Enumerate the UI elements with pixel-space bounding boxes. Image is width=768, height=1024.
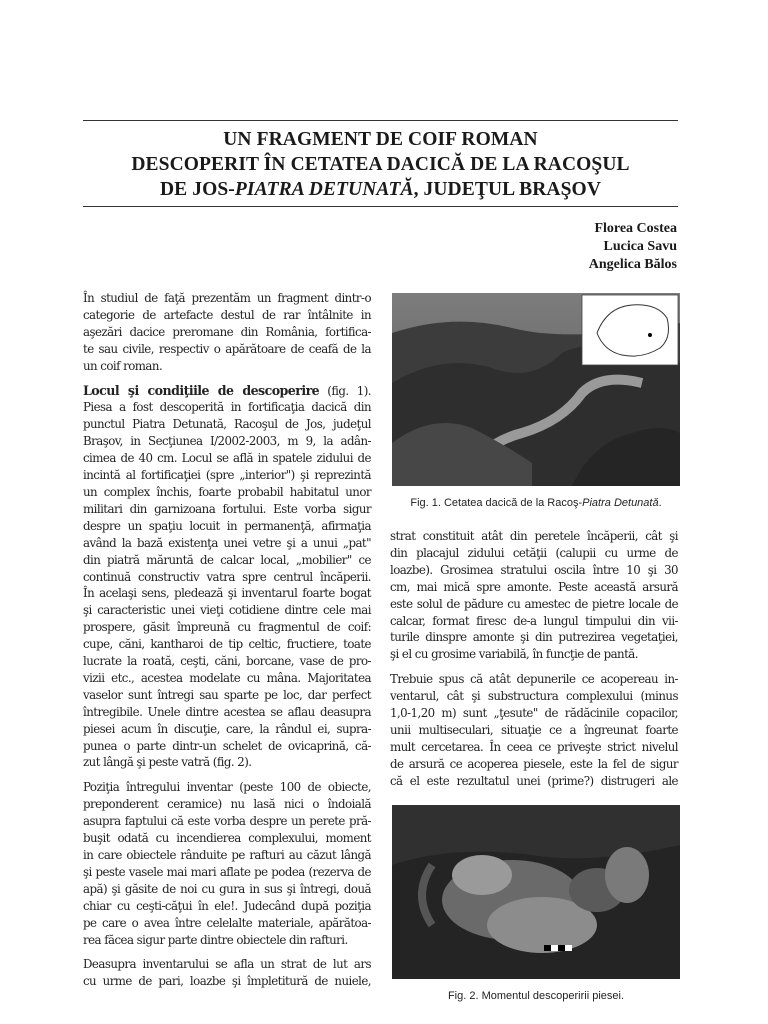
left-p2-line: prospere, găsit împreună cu fragmentul de coif: xyxy=(83,620,371,635)
right-p2-line: ventarul, cât şi substructura complexului (minus xyxy=(390,689,678,704)
title-bottom-rule xyxy=(83,206,678,207)
authors xyxy=(589,220,677,274)
left-p3-line: chiar cu ceşti-căţui în ele!. Judecând după poziţia xyxy=(83,898,371,913)
right-p1 xyxy=(390,528,678,663)
section-heading-line xyxy=(83,383,371,400)
fig1-caption-italic: Piatra Detunată xyxy=(582,497,659,509)
title-line-2: DESCOPERIT ÎN CETATEA DACICĂ DE LA RACOŞUL xyxy=(131,154,630,175)
fig1-caption-text: Fig. 1. Cetatea dacică de la Racoş- xyxy=(410,497,583,509)
title-line-3 xyxy=(83,177,678,202)
right-p1-line: strat constituit atât din peretele încăperii, cât şi xyxy=(390,529,678,543)
author-2: Lucica Savu xyxy=(603,239,677,254)
left-p2-line: Braşov, in Secţiunea I/2002-2003, m 9, la adân- xyxy=(83,434,371,449)
left-p2-line: cimea de 40 cm. Locul se află in spatele zidului de xyxy=(83,451,371,466)
section-heading: Locul şi condiţiile de descoperire xyxy=(83,382,320,398)
figure-1-caption xyxy=(392,497,680,509)
left-p2-line: din piatră măruntă de calcar local, „mobilier" ce xyxy=(83,552,371,567)
right-p1-line: cm, mai mică spre amonte. Peste această arsură xyxy=(390,579,678,594)
left-p2-line: incintă al fortificaţiei (spre „interior") şi reprezintă xyxy=(83,468,371,483)
left-p2-line: un complex închis, foarte probabil habitatul unor xyxy=(83,484,371,499)
left-p1-line: un coif roman. xyxy=(83,358,163,373)
fig1-caption-end: . xyxy=(658,497,662,509)
right-column xyxy=(390,528,678,798)
title-line-3a: DE JOS- xyxy=(159,179,235,200)
left-p1-line: În studiul de faţă prezentăm un fragment dintr-o xyxy=(83,291,371,305)
landscape-photo xyxy=(392,293,680,486)
title-line-3-italic: PIATRA DETUNATĂ xyxy=(234,179,414,200)
left-p2 xyxy=(83,383,371,772)
left-p2-line: În acelaşi sens, pledează şi inventarul foarte bogat xyxy=(83,586,371,601)
left-p2-line: cupe, căni, kantharoi de tip celtic, fructiere, toate xyxy=(83,637,371,652)
left-p1-line: categorie de artefacte destul de rar întâlnite in xyxy=(83,307,371,322)
left-p2-line: punea o parte dintr-un schelet de ovicaprină, că- xyxy=(83,738,371,753)
author-3: Angelica Bălos xyxy=(588,257,677,272)
left-p3-line: Poziţia întregului inventar (peste 100 de obiecte, xyxy=(83,780,371,795)
left-p3-line: buşit odată cu incendierea complexului, moment xyxy=(83,831,371,846)
left-p3-line: in care obiectele rânduite pe rafturi au căzut lângă xyxy=(83,848,371,862)
figure-2-caption: Fig. 2. Momentul descoperirii piesei. xyxy=(447,990,625,1002)
right-p2-line: 1,0-1,20 m) sunt „ţesute" de rădăcinile copacilor, xyxy=(390,706,678,721)
left-column xyxy=(83,290,371,998)
left-p2-line: întregibile. Unele dintre acestea se aflau deasupra xyxy=(83,704,371,719)
right-p1-line: este solul de pădure cu amestec de pietre locale de xyxy=(390,596,678,611)
right-p1-line: turile dinspre amonte şi din putrezirea vegetaţiei, xyxy=(390,630,678,645)
right-p2-line: mult cercetarea. În ceea ce priveşte strict nivelul xyxy=(390,739,678,754)
right-p2-line: unii multiseculari, situaţie ce a îngreunat foarte xyxy=(390,722,678,737)
title-line-3b: , JUDEŢUL BRAŞOV xyxy=(413,179,602,200)
right-p1-line: loazbe). Grosimea stratului oscila între 10 şi 30 xyxy=(390,562,678,577)
left-p1-line: te sau civile, respectiv o apărătoare de ceafă de la xyxy=(83,341,371,356)
section-heading-ref: (fig. 1). xyxy=(319,383,371,398)
left-p1 xyxy=(83,290,371,375)
left-p2-line: vizii etc., acestea modelate cu mâna. Majoritatea xyxy=(83,670,371,685)
left-p3-line: apă) şi găsite de noi cu gura in sus şi întregi, două xyxy=(83,881,371,896)
left-p2-line: lucrate la roată, ceşti, căni, borcane, vase de pro- xyxy=(83,654,371,669)
left-p3-line: rea făcea sigur parte dintre obiectele din rafturi. xyxy=(83,932,348,947)
right-p2-line: că el este rezultatul unei (prime?) distrugeri ale xyxy=(390,773,678,788)
left-p3-line: preponderent ceramice) nu lasă nici o îndoială xyxy=(83,797,371,812)
left-p2-line: având la bază existenţa unei vetre şi a unui „pat" xyxy=(83,535,371,550)
left-p2-line: vaselor sunt întregi sau sparte pe loc, dar perfect xyxy=(83,687,371,702)
left-p2-line: Piesa a fost descoperită in fortificaţia dacică din xyxy=(83,400,371,415)
right-p1-line: şi el cu grosime variabilă, în funcţie de pantă. xyxy=(390,647,638,662)
right-p1-line: calcar, format firesc de-a lungul timpului din vii- xyxy=(390,613,678,628)
title-line-1: UN FRAGMENT DE COIF ROMAN xyxy=(223,129,538,150)
left-p4-line: cu urme de pari, loazbe şi împletitură de nuiele, xyxy=(83,974,371,989)
left-p2-line: zut lângă şi peste vatră (fig. 2). xyxy=(83,755,252,770)
excavation-photo xyxy=(392,805,680,979)
left-p2-line: militari din garnizoana fortului. Este vorba sigur xyxy=(83,501,371,516)
right-p1-line: din placajul zidului cetăţii (calupii cu urme de xyxy=(390,545,678,560)
left-p4-line: Deasupra inventarului se afla un strat de lut ars xyxy=(83,957,371,972)
figure-1-photo xyxy=(392,293,680,486)
left-p2-line: despre un spaţiu locuit in permanenţă, afirmaţia xyxy=(83,518,371,533)
right-p2-line: Trebuie spus că atât depunerile ce acopereau in- xyxy=(390,672,678,687)
left-p3-line: asupra faptului că este vorba despre un perete pră- xyxy=(83,814,371,829)
left-p2-line: şi caracteristic unei vieţi cotidiene dintre cele mai xyxy=(83,603,371,618)
left-p4 xyxy=(83,956,371,990)
left-p2-line: piesei acum în discuţie, care, la rândul ei, supra- xyxy=(83,721,371,736)
right-p2-line: de arsură ce acoperea piesele, este la fel de sigur xyxy=(390,756,678,771)
author-1: Florea Costea xyxy=(594,221,677,236)
left-p1-line: aşezări dacice preromane din România, fortifica- xyxy=(83,324,371,339)
left-p3-line: pe care o avea între celelalte materiale, apărătoa- xyxy=(83,915,371,930)
left-p2-line: continuă constructiv vatra spre centrul încăperii. xyxy=(83,569,371,584)
left-p3-line: şi peste vasele mai mari aflate pe podea (rezerva de xyxy=(83,864,371,879)
figure-2-photo xyxy=(392,805,680,979)
article-title xyxy=(83,127,678,202)
left-p3 xyxy=(83,779,371,948)
right-p2 xyxy=(390,671,678,789)
top-rule xyxy=(83,120,678,121)
left-p2-line: punctul Piatra Detunată, Racoşul de Jos, judeţul xyxy=(83,417,371,432)
